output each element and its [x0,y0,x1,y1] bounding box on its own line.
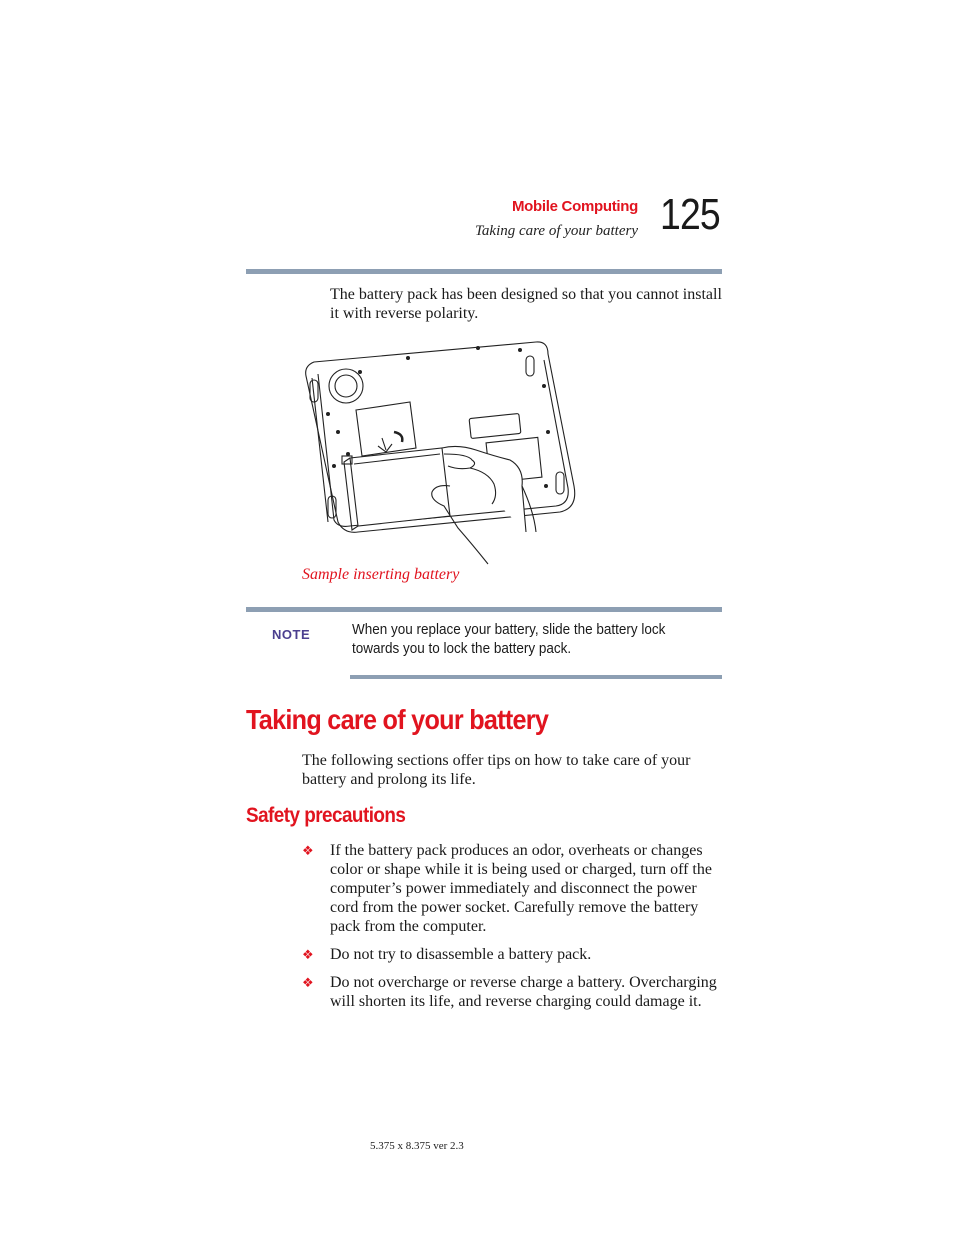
running-header-section: Mobile Computing [511,198,638,215]
section-heading: Taking care of your battery [246,704,549,735]
note-bottom-rule [350,675,722,679]
list-item-text: Do not try to disassemble a battery pack. [330,946,592,963]
subsection-heading: Safety precautions [246,804,406,827]
top-rule [246,269,722,274]
page-number: 125 [660,190,720,239]
note-label: NOTE [272,627,311,642]
note-text: When you replace your battery, slide the battery lock towards you to lock the battery pack. [352,621,666,657]
list-item-text: If the battery pack produces an odor, overheats or changes color or shape while it is being used or charged, turn off the computer’s power immediately and disconnect the power cord from the power socket. Carefully remove the battery pack from the computer. [330,842,712,935]
diamond-bullet-icon: ❖ [302,844,314,859]
list-item [302,841,722,936]
intro-paragraph: The battery pack has been designed so that you cannot install it with reverse polarity. [330,286,722,322]
running-header-subsection: Taking care of your battery [474,223,638,239]
note-top-rule [246,607,722,612]
list-item [302,945,722,964]
figure-caption: Sample inserting battery [302,566,460,583]
page-footer: 5.375 x 8.375 ver 2.3 [370,1140,464,1152]
safety-bullet-list [302,841,722,1020]
diamond-bullet-icon: ❖ [302,948,314,963]
list-item-text: Do not overcharge or reverse charge a battery. Overcharging will shorten its life, and reverse charging could damage it. [330,974,717,1010]
diamond-bullet-icon: ❖ [302,976,314,991]
battery-insert-illustration [298,336,588,566]
list-item [302,973,722,1011]
section-intro: The following sections offer tips on how to take care of your battery and prolong its life. [302,752,691,788]
